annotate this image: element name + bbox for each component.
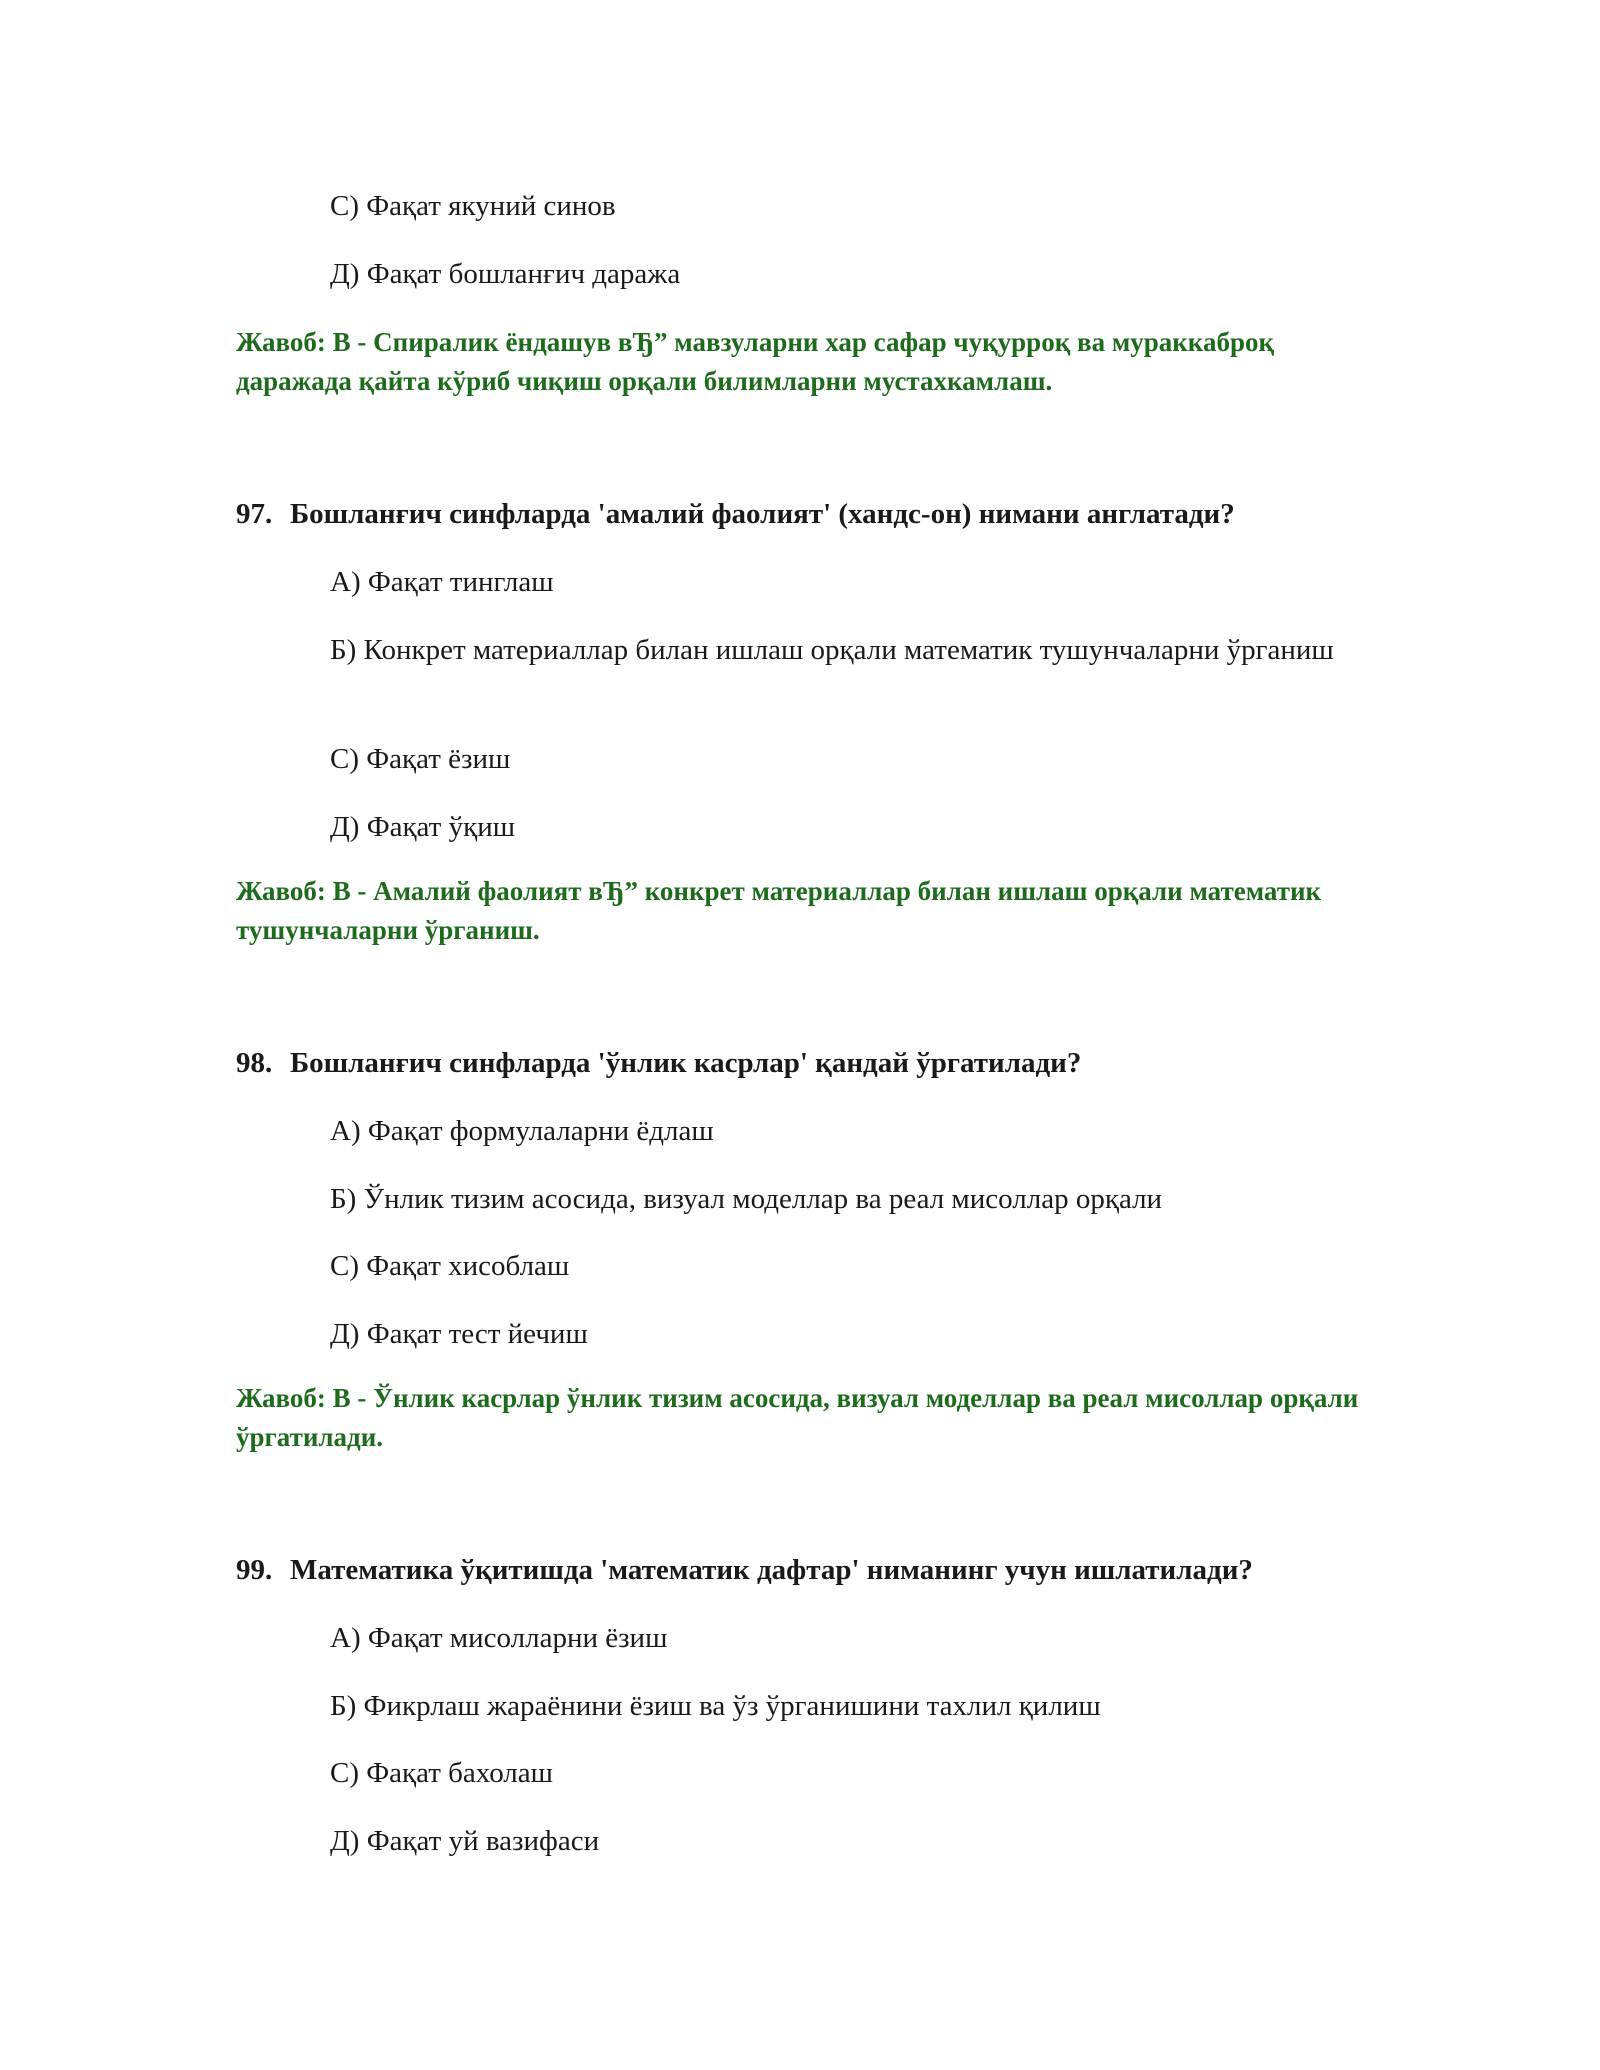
q97-text: Бошланғич синфларда 'амалий фаолият' (хандс-он) нимани англатади?: [290, 498, 1235, 530]
q99-option-c: С) Фақат бахолаш: [330, 1757, 553, 1789]
q98-question: [236, 1043, 1081, 1083]
q96-answer: Жавоб: В - Спиралик ёндашув вЂ” мавзуларни хар сафар чуқурроқ ва мураккаброқ даражада қайта кўриб чиқиш орқали билимларни мустахкамлаш.: [236, 327, 1275, 396]
q97-option-d: Д) Фақат ўқиш: [330, 811, 516, 843]
q99-option-d: Д) Фақат уй вазифаси: [330, 1825, 600, 1857]
q98-option-c: С) Фақат хисоблаш: [330, 1250, 570, 1282]
q98-answer: Жавоб: В - Ўнлик касрлар ўнлик тизим асосида, визуал моделлар ва реал мисоллар орқали ўргатилади.: [236, 1383, 1359, 1452]
q96-option-c: С) Фақат якуний синов: [330, 190, 616, 222]
q98-option-b: Б) Ўнлик тизим асосида, визуал моделлар ва реал мисоллар орқали: [330, 1183, 1163, 1215]
q99-option-b: Б) Фикрлаш жараёнини ёзиш ва ўз ўрганишини тахлил қилиш: [330, 1690, 1101, 1722]
q98-text: Бошланғич синфларда 'ўнлик касрлар' қандай ўргатилади?: [290, 1047, 1082, 1079]
q96-option-d: Д) Фақат бошланғич даража: [330, 258, 681, 290]
q97-option-c: С) Фақат ёзиш: [330, 743, 511, 775]
q97-answer: Жавоб: В - Амалий фаолият вЂ” конкрет материаллар билан ишлаш орқали математик тушунчаларни ўрганиш.: [236, 876, 1322, 945]
q98-option-d: Д) Фақат тест йечиш: [330, 1318, 588, 1350]
q97-option-a: А) Фақат тинглаш: [330, 566, 554, 598]
q99-option-a: А) Фақат мисолларни ёзиш: [330, 1622, 668, 1654]
q99-question: [236, 1550, 1253, 1590]
q97-number: 97.: [236, 498, 273, 530]
q97-option-b: Б) Конкрет материаллар билан ишлаш орқали математик тушунчаларни ўрганиш: [330, 634, 1334, 666]
q97-question: [236, 494, 1235, 534]
q98-number: 98.: [236, 1047, 273, 1079]
q99-number: 99.: [236, 1554, 273, 1586]
q98-option-a: А) Фақат формулаларни ёдлаш: [330, 1115, 714, 1147]
q99-text: Математика ўқитишда 'математик дафтар' ниманинг учун ишлатилади?: [290, 1554, 1253, 1586]
